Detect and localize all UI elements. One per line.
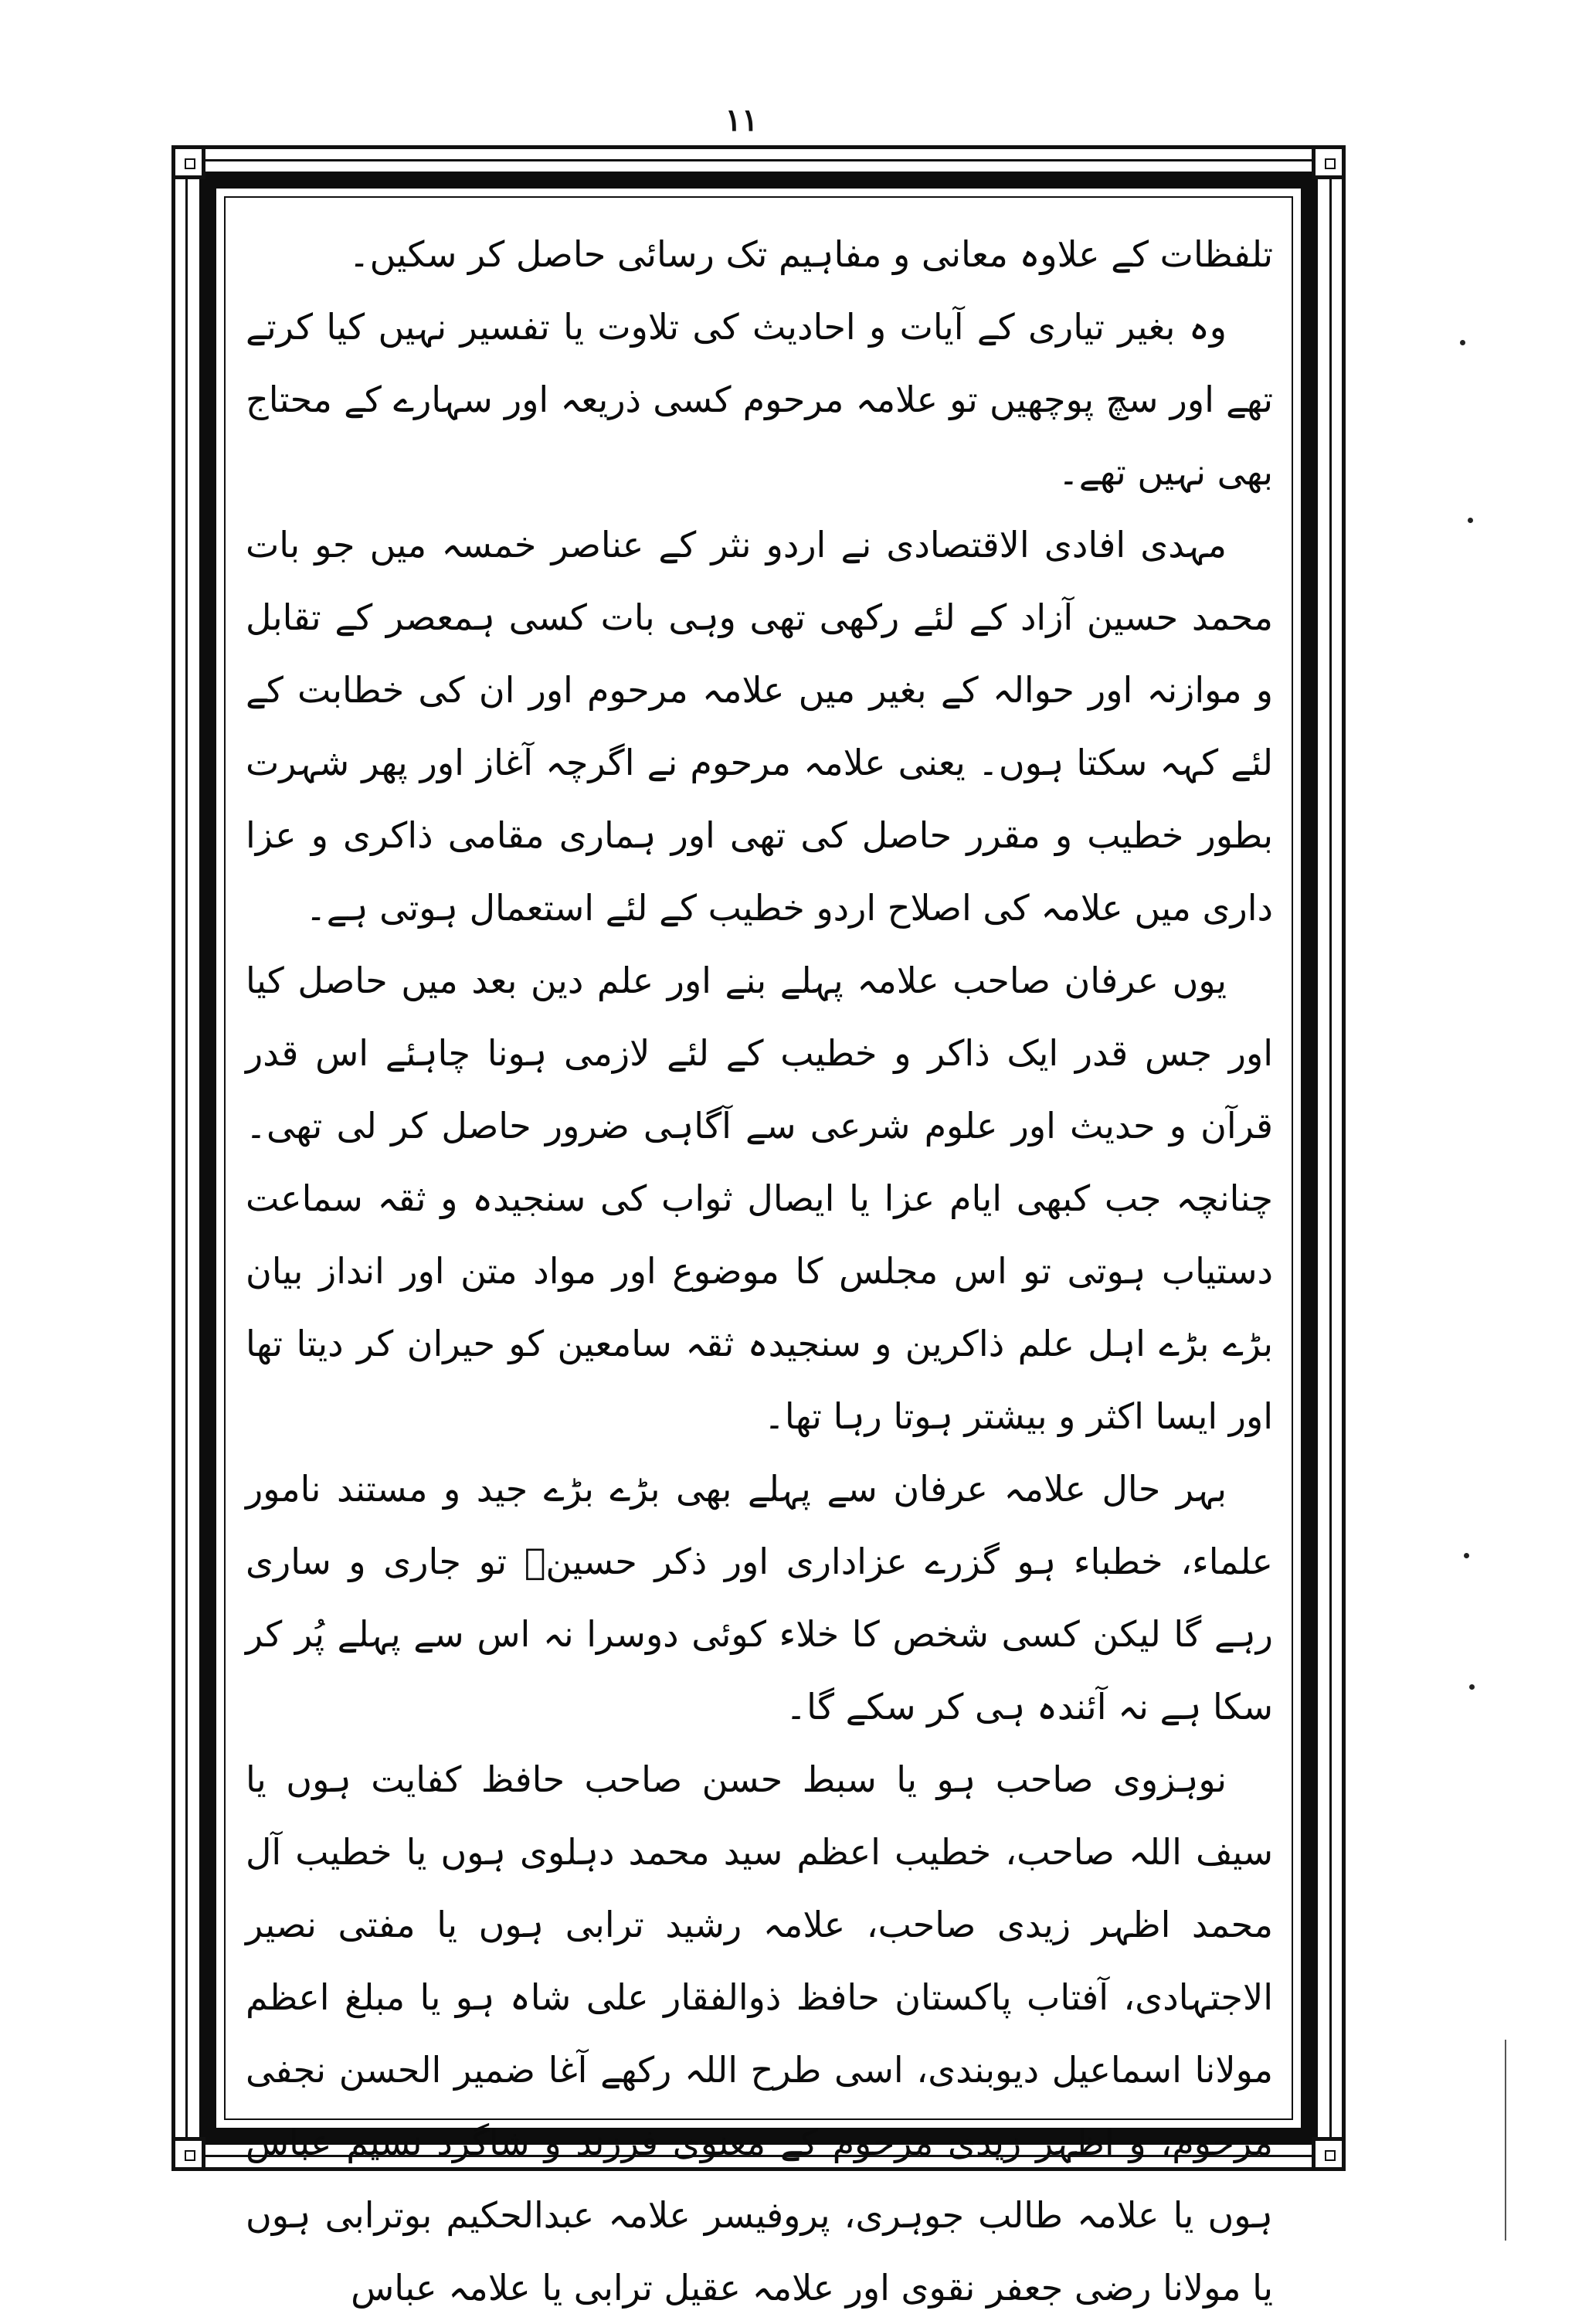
scan-speck xyxy=(1460,340,1465,345)
border-corner-ornament xyxy=(1312,145,1346,179)
scan-speck xyxy=(1468,518,1473,523)
scan-speck xyxy=(1469,1684,1475,1690)
paragraph: نوہزوی صاحب ہو یا سبط حسن صاحب حافظ کفایت ہوں یا سیف اللہ صاحب، خطیب اعظم سید محمد دہلوی ہوں یا خطیب آل محمد اظہر زیدی صاحب، علامہ رشید ترابی ہوں یا مفتی نصیر الاجتہادی، آفتاب پاکستان حافظ ذوالفقار علی شاہ ہو یا مبلغ اعظم مولانا اسماعیل دیوبندی، اسی طرح اللہ رکھے آغا ضمیر الحسن نجفی مرحوم، و اظہر زیدی مرحوم کے معنوی فرزند و شاگرد نسیم عباس ہوں یا علامہ طالب جوہری، پروفیسر علامہ عبدالحکیم بوترابی ہوں یا مولانا رضی جعفر نقوی اور علامہ عقیل ترابی یا علامہ عباس xyxy=(246,1758,1273,2309)
paragraph: بہر حال علامہ عرفان سے پہلے بھی بڑے بڑے جید و مستند نامور علماء، خطباء ہو گزرے عزاداری اور ذکر حسینؑ تو جاری و ساری رہے گا لیکن کسی شخص کا خلاء کوئی دوسرا نہ اس سے پہلے پُر کر سکا ہے نہ آئندہ ہی کر سکے گا۔ xyxy=(246,1468,1273,1728)
border-corner-ornament xyxy=(171,145,205,179)
page-number: ۱۱ xyxy=(725,102,759,138)
paragraph: وہ بغیر تیاری کے آیات و احادیث کی تلاوت یا تفسیر نہیں کیا کرتے تھے اور سچ پوچھیں تو علامہ مرحوم کسی ذریعہ اور سہارے کے محتاج بھی نہیں تھے۔ xyxy=(246,306,1273,493)
paragraph: یوں عرفان صاحب علامہ پہلے بنے اور علم دین بعد میں حاصل کیا اور جس قدر ایک ذاکر و خطیب کے لئے لازمی ہونا چاہئے اس قدر قرآن و حدیث اور علوم شرعی سے آگاہی ضرور حاصل کر لی تھی۔ چنانچہ جب کبھی ایام عزا یا ایصال ثواب کی سنجیدہ و ثقہ سماعت دستیاب ہوتی تو اس مجلس کا موضوع اور مواد متن اور انداز بیان بڑے بڑے اہل علم ذاکرین و سنجیدہ ثقہ سامعین کو حیران کر دیتا تھا اور ایسا اکثر و بیشتر ہوتا رہا تھا۔ xyxy=(246,960,1273,1437)
paragraph: مہدی افادی الاقتصادی نے اردو نثر کے عناصر خمسہ میں جو بات محمد حسین آزاد کے لئے رکھی تھی وہی بات کسی ہمعصر کے تقابل و موازنہ اور حوالہ کے بغیر میں علامہ مرحوم اور ان کی خطابت کے لئے کہہ سکتا ہوں۔ یعنی علامہ مرحوم نے اگرچہ آغاز اور پھر شہرت بطور خطیب و مقرر حاصل کی تھی اور ہماری مقامی ذاکری و عزا داری میں علامہ کی اصلاح اردو خطیب کے لئے استعمال ہوتی ہے۔ xyxy=(246,524,1273,929)
paragraph: تلفظات کے علاوہ معانی و مفاہیم تک رسائی حاصل کر سکیں۔ xyxy=(348,233,1273,275)
scan-edge-line xyxy=(1505,2040,1506,2241)
border-corner-ornament xyxy=(1312,2137,1346,2171)
scan-speck xyxy=(1464,1553,1469,1558)
page-text xyxy=(246,218,1273,2309)
border-corner-ornament xyxy=(171,2137,205,2171)
